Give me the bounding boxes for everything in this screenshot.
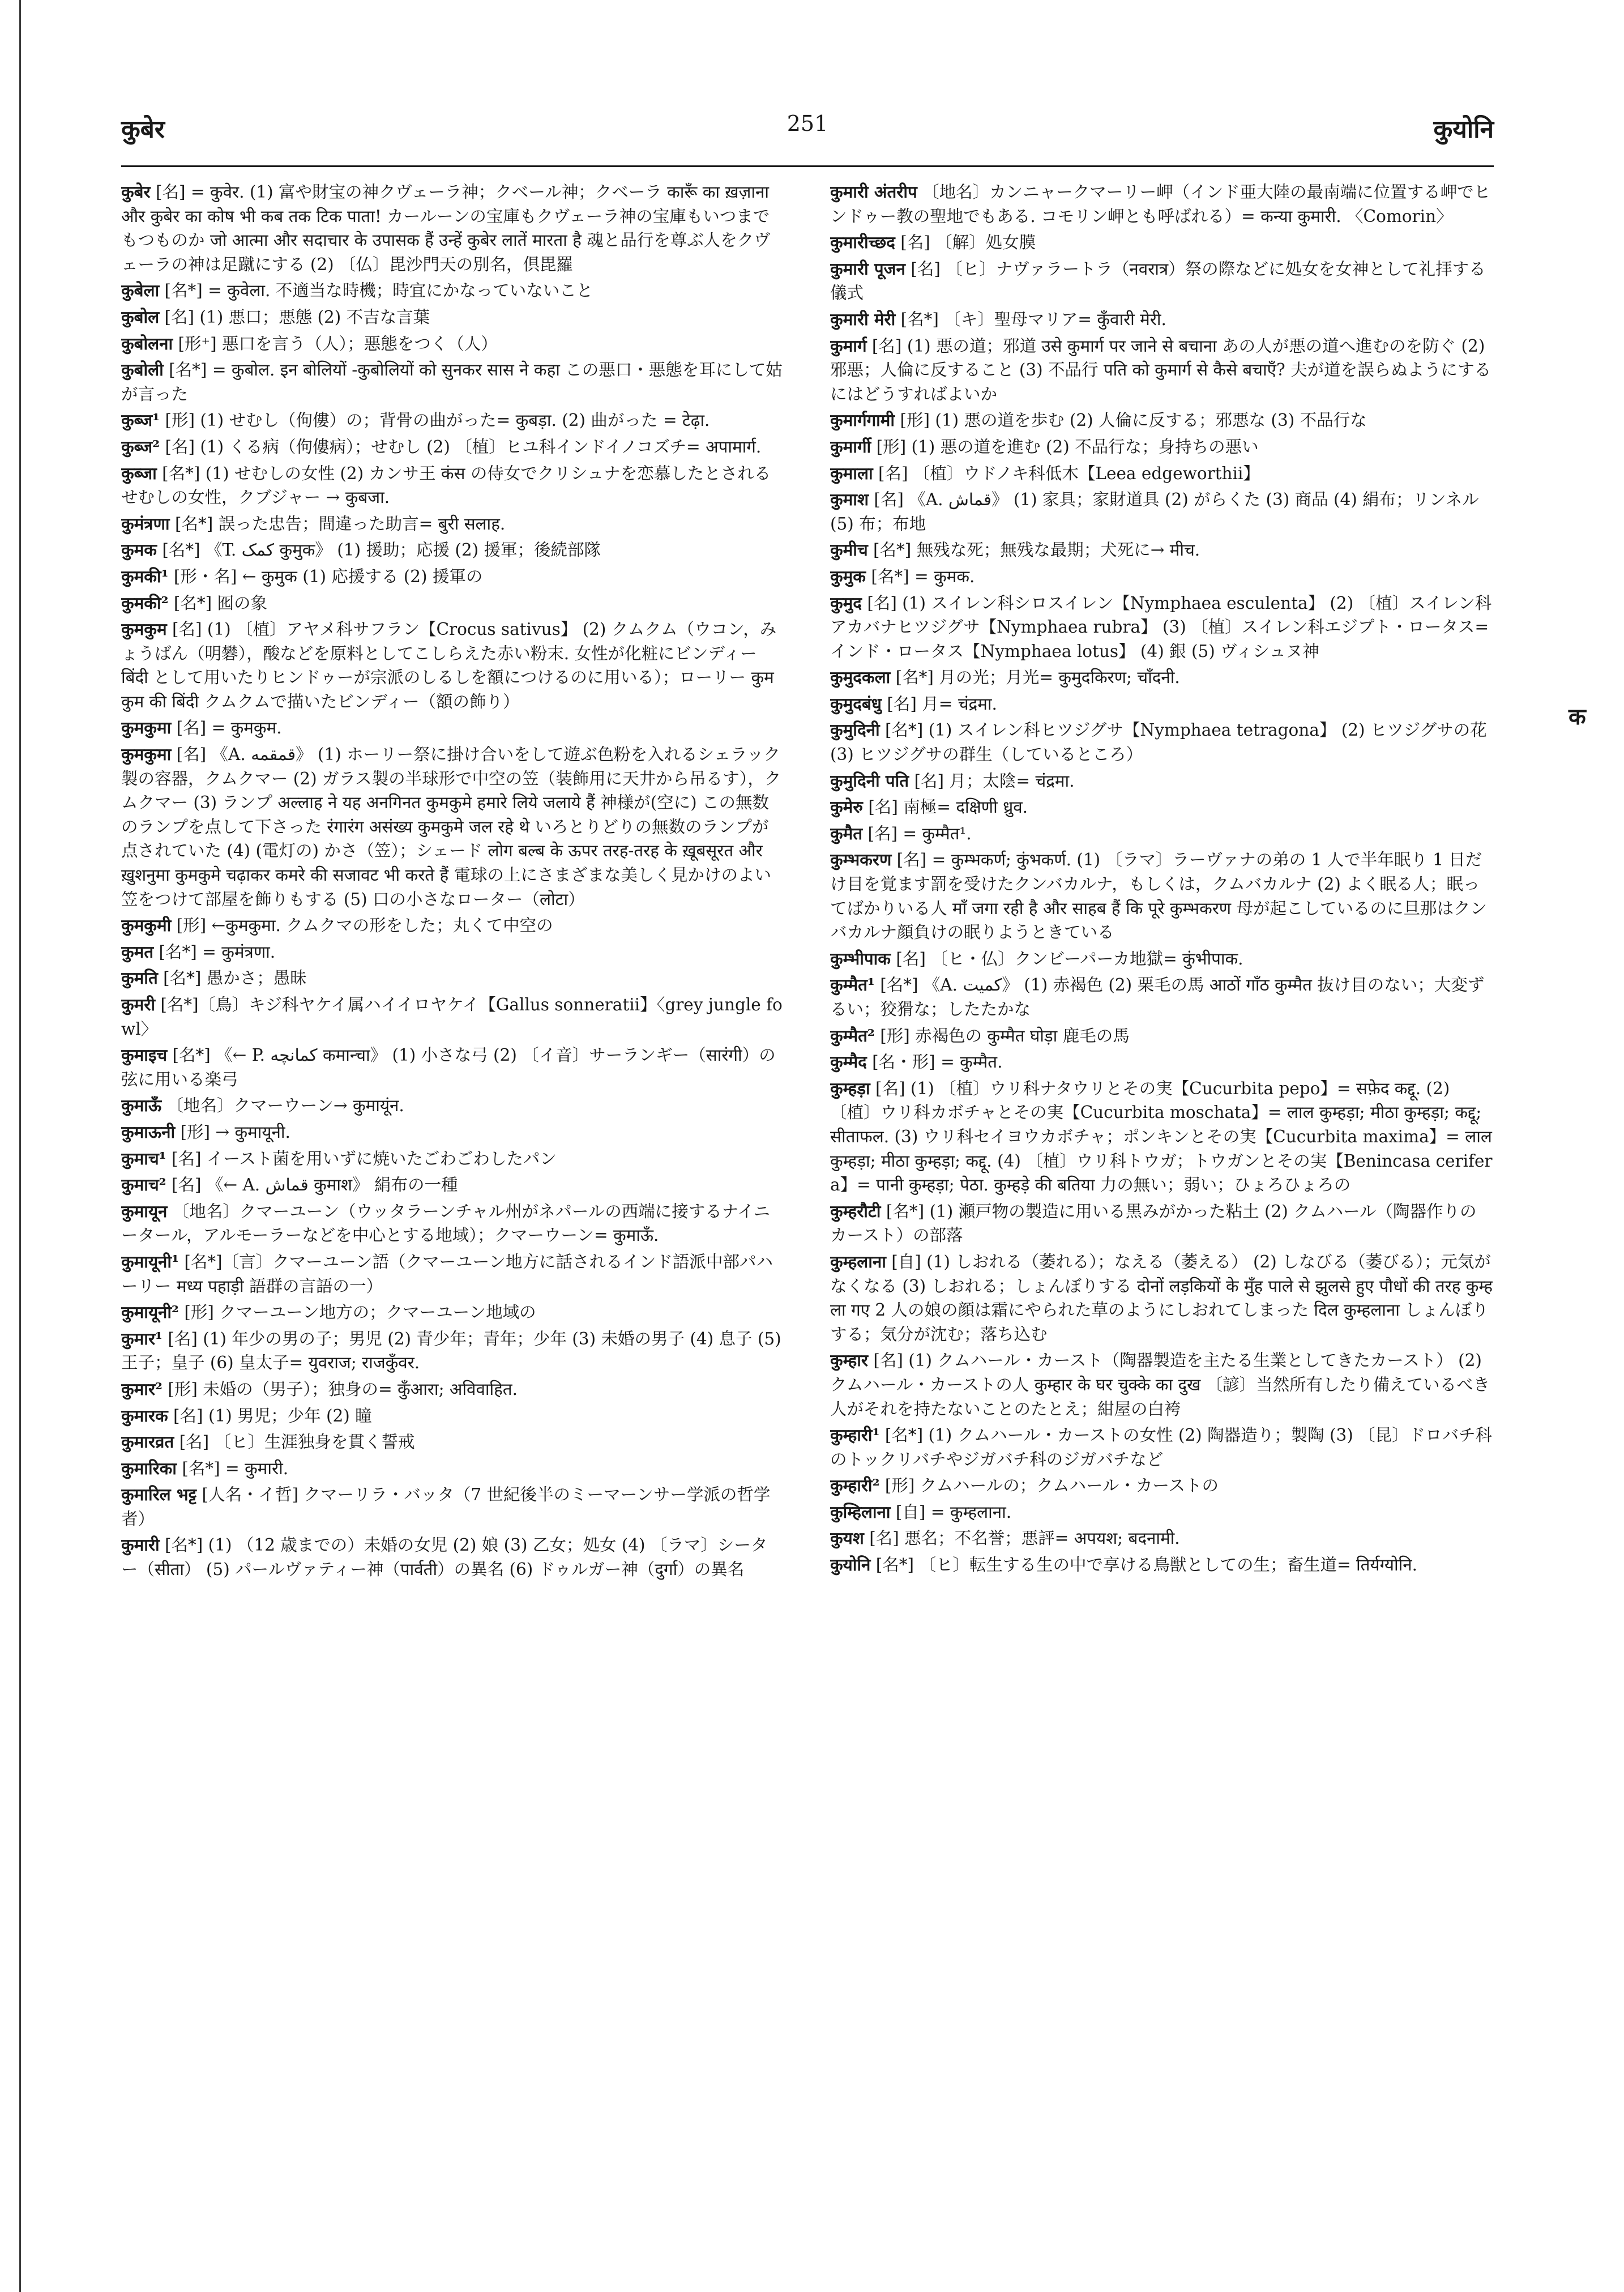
dict-entry (830, 1024, 1493, 1048)
dict-entry (121, 1430, 784, 1454)
headword: कुमायून (121, 1201, 168, 1221)
dict-entry (830, 665, 1493, 690)
headword: कुमैत (830, 823, 863, 843)
definition: [名] 南極= दक्षिणी ध्रुव. (862, 797, 1028, 817)
dict-entry (830, 488, 1493, 536)
dict-entry (121, 940, 784, 964)
headword: कुम्हारी¹ (830, 1425, 880, 1445)
headword: कुमारिका (121, 1458, 177, 1478)
headword: कुमाच² (121, 1175, 166, 1195)
definition: [名] (1) 〔植〕ウリ科ナタウリとその実【Cucurbita pepo】= सफ़ेद कद्दू. (2) 〔植〕ウリ科カボチャとその実【Cucurbita moschata】= लाल कुम्हड़ा; मीठा कुम्हड़ा; कद्दू; सीताफल. (3) ウリ科セイヨウカボチャ；ポンキンとその実【Cucurbita maxima】= लाल कुम्हड़ा; मीठा कुम्हड़ा; कद्दू. (4) 〔植〕ウリ科トウガ；トウガンとその実【Benincasa cerifera】= पानी कुम्हड़ा; पेठा. कुम्हड़े की बतिया 力の無い；弱い；ひょろひょろの (830, 1078, 1493, 1195)
definition: [名] イースト菌を用いずに焼いたごわごわしたパン (166, 1149, 557, 1168)
definition: [名] (1) 男児；少年 (2) 瞳 (168, 1406, 372, 1425)
dict-entry (121, 1094, 784, 1118)
headword: कुमारी पूजन (830, 258, 905, 279)
definition: [名*] 《T. کمک कुमुक》 (1) 援助；応援 (2) 援軍；後続部隊 (156, 540, 601, 560)
headword: कुमायूनी² (121, 1302, 179, 1322)
headword: कुमाऊँ (121, 1095, 162, 1116)
right-column (830, 180, 1493, 2247)
dict-entry (830, 692, 1493, 716)
headword: कुमत (121, 941, 154, 962)
headword: कुम्हिलाना (830, 1501, 891, 1522)
headword: कुबोलना (121, 333, 173, 353)
dict-entry (830, 1050, 1493, 1074)
definition: [自] (1) しおれる（萎れる）；なえる（萎える） (2) しなびる（萎びる）；元気がなくなる (3) しおれる；しょんぼりする दोनों लड़कियों के मुँह पाले से झुलसे हुए पौधों की तरह कुम्हला गए 2 人の娘の顔は霜にやられた草のようにしおれてしまった दिल कुम्हलाना しょんぼりする；気分が沈む；落ち込む (830, 1252, 1493, 1344)
headword: कुमारिल भट्ट (121, 1484, 197, 1505)
headword: कुमकुमा (121, 718, 172, 738)
headword: कुबोल (121, 306, 160, 327)
headword: कुमक (121, 540, 157, 560)
running-head-right: कुयोनि (1433, 115, 1494, 144)
headword: कुबेला (121, 280, 160, 301)
dict-entry (121, 617, 784, 714)
dict-entry (121, 1457, 784, 1481)
headword: कुब्ज² (121, 436, 160, 456)
dict-entry (830, 718, 1493, 766)
headword: कुमार्ग (830, 335, 867, 356)
dict-entry (121, 1377, 784, 1402)
definition: [名] = कुवेर. (1) 富や財宝の神クヴェーラ神；クベール神；クベーラ कारूँ का ख़ज़ाना और कुबेर का कोष भी कब तक टिक पाता! カールーンの宝庫もクヴェーラ神の宝庫もいつまでもつものか जो आत्मा और सदाचार के उपासक हैं उन्हें कुबेर लातें मारता है 魂と品行を尊ぶ人をクヴェーラの神は足蹴にする (2) 〔仏〕毘沙門天の別名，倶毘羅 (121, 182, 771, 274)
definition: [名] 〔ヒ〕生涯独身を貫く誓戒 (174, 1432, 415, 1452)
page-header (121, 111, 1494, 156)
dict-entry (830, 462, 1493, 486)
headword: कुमकुमा (121, 744, 172, 765)
dict-entry (830, 1250, 1493, 1346)
definition: [形] 未婚の（男子）；独身の= कुँआरा; अविवाहित. (162, 1379, 518, 1399)
dict-entry (121, 462, 784, 510)
dict-entry (121, 1250, 784, 1298)
headword: कुमुद (830, 592, 862, 613)
headword: कुमेरु (830, 797, 863, 817)
dict-entry (121, 1173, 784, 1197)
headword: कुमाला (830, 463, 873, 483)
headword: कुम्हारी² (830, 1475, 880, 1496)
headword: कुम्मैद (830, 1052, 867, 1072)
dict-entry (121, 1147, 784, 1171)
headword: कुमारीच्छद (830, 232, 895, 253)
dict-entry (121, 565, 784, 589)
page-number: 251 (787, 111, 828, 136)
headword: कुमारी अंतरीप (830, 182, 917, 202)
dict-entry (830, 180, 1493, 228)
definition: [名*] 無残な死；無残な最期；犬死に→ मीच. (867, 540, 1200, 560)
dict-entry (121, 279, 784, 303)
definition: [名*] (1) クムハール・カーストの女性 (2) 陶器造り；製陶 (3) 〔昆〕ドロバチ科のトックリバチやジガバチ科のジガバチなど (830, 1425, 1493, 1469)
definition: [名*] (1) スイレン科ヒツジグサ【Nymphaea tetragona】 (2) ヒツジグサの花 (3) ヒツジグサの群生（しているところ） (830, 720, 1487, 765)
headword: कुमार्गगामी (830, 410, 895, 430)
definition: [名*] (1) せむしの女性 (2) カンサ王 कंस の侍女でクリシュナを恋慕したとされるせむしの女性，クブジャー → कुबजा. (121, 463, 771, 507)
definition: [名*] 《A. کمیت》 (1) 赤褐色 (2) 栗毛の馬 आठों गाँठ कुम्मैत 抜け目のない；大変ずるい；狡猾な；したたかな (830, 975, 1485, 1019)
dict-entry (121, 914, 784, 938)
headword: कुम्हलाना (830, 1251, 886, 1271)
dict-entry (830, 848, 1493, 944)
headword: कुब्जा (121, 463, 157, 483)
definition: [名] (1) 年少の男の子；男児 (2) 青少年；青年；少年 (3) 未婚の男子 (4) 息子 (5) 王子；皇子 (6) 皇太子= युवराज; राजकुँवर. (121, 1329, 781, 1373)
headword: कुयश (830, 1528, 864, 1548)
definition: [名] 〔植〕ウドノキ科低木【Leea edgeworthii】 (873, 463, 1260, 483)
dict-entry (121, 1533, 784, 1581)
definition: [名] = कुम्भकर्ण; कुंभकर्ण. (1) 〔ラマ〕ラーヴァナの弟の 1 人で半年眠り 1 日だけ目を覚ます罰を受けたクンバカルナ，もしくは，クムバカルナ (2) よく眠る人；眠ってばかりいる人 माँ जगा रही है और साहब हैं कि पूरे कुम्भकरण 母が起こしているのに旦那はクンバカルナ顔負けの眠りようときている (830, 850, 1488, 942)
dict-entry (830, 538, 1493, 562)
definition: [名] 《A. قماش》 (1) 家具；家財道具 (2) がらくた (3) 商品 (4) 絹布；リンネル (5) 布；布地 (830, 490, 1479, 533)
running-head-left: कुबेर (121, 115, 165, 144)
definition: [名*] = कुमंत्रणा. (153, 942, 276, 962)
definition: [名] = कुम्मैत¹. (862, 823, 972, 843)
dict-entry (121, 1404, 784, 1428)
dict-entry (830, 231, 1493, 255)
headword: कुमरी (121, 995, 156, 1014)
headword: कुमंत्रणा (121, 513, 170, 533)
definition: [形] (1) 悪の道を進む (2) 不品行な；身持ちの悪い (871, 437, 1259, 456)
dict-entry (121, 435, 784, 459)
dict-entry (121, 332, 784, 356)
definition: [名] (1) 〔植〕アヤメ科サフラン【Crocus sativus】 (2) クムクム（ウコン，みょうばん（明礬），酸などを原料としてこしらえた赤い粉末. 女性が化粧にビンディー बिंदी として用いたりヒンドゥーが宗派のしるしを額につけるのに用いる）；ローリー कुमकुम की बिंदी クムクムで描いたビンディー（額の飾り） (121, 620, 777, 711)
margin-thumb-index: क (1569, 703, 1586, 730)
headword: कुम्भकरण (830, 850, 892, 870)
headword: कुबोली (121, 360, 164, 380)
definition: [形] クマーユーン地方の；クマーユーン地域の (178, 1303, 536, 1322)
dict-entry (121, 1327, 784, 1375)
headword: कुमीच (830, 540, 868, 560)
definition: [名*] = कुवेला. 不適当な時機；時宜にかなっていないこと (159, 281, 593, 301)
definition: [名] (1) 悪の道；邪道 उसे कुमार्ग पर जाने से बचाना あの人が悪の道へ進むのを防ぐ (2) 邪悪；人倫に反すること (3) 不品行 पति को कुमार्ग से कैसे बचाएँ? 夫が道を誤らぬようにするにはどうすればよいか (830, 336, 1491, 404)
headword: कुम्मैत¹ (830, 975, 875, 995)
dict-entry (121, 716, 784, 740)
dict-entry (830, 947, 1493, 971)
headword: कुयोनि (830, 1555, 871, 1575)
headword: कुम्हार (830, 1350, 868, 1371)
headword: कुमाऊनी (121, 1121, 176, 1142)
definition: [名] 《A. قمقمه》 (1) ホーリー祭に掛け合いをして遊ぶ色粉を入れるシェラック製の容器，クムクマー (2) ガラス製の半球形で中空の笠（装飾用に天井から吊るす），クムクマー (3) ランプ अल्लाह ने यह अनगिनत कुमकुमे हमारे लिये जलाये हैं 神様が(空に) この無数のランプを点して下さった रंगारंग असंख्य कुमकुमे जल रहे थे いろとりどりの無数のランプが点されていた (4) (電灯の) かさ（笠）；シェード लोग बल्ब के ऊपर तरह-तरह के ख़ूबसूरत और ख़ुशनुमा कुमकुमे चढ़ाकर कमरे की सजावट भी करते हैं 電球の上にさまざまな美しく見かけのよい笠をつけて部屋を飾りもする (5) 口の小さなローター（लोटा） (121, 745, 781, 909)
dict-entry (121, 408, 784, 433)
definition: [名*] 誤った忠告；間違った助言= बुरी सलाह. (169, 514, 506, 533)
dict-entry (121, 966, 784, 991)
left-column (121, 180, 784, 2247)
headword: कुमुदबंधु (830, 693, 882, 714)
dict-entry (830, 1348, 1493, 1421)
headword: कुम्मैत² (830, 1025, 875, 1045)
dict-entry (121, 358, 784, 406)
definition: [名] 〔解〕処女膜 (895, 233, 1036, 253)
headword: कुमकी¹ (121, 566, 169, 586)
definition: 〔地名〕クマーウーン→ कुमायूंन. (161, 1096, 404, 1116)
dict-entry (121, 305, 784, 330)
definition: [形] → कुमायूनी. (175, 1122, 290, 1142)
dict-entry (121, 993, 784, 1041)
dict-entry (830, 822, 1493, 846)
headword: कुमारी (121, 1535, 160, 1555)
headword: कुब्ज¹ (121, 410, 160, 430)
headword: कुमुक (830, 566, 866, 586)
headword: कुमार¹ (121, 1328, 163, 1348)
definition: [形] (1) 悪の道を歩む (2) 人倫に反する；邪悪な (3) 不品行な (895, 411, 1367, 430)
definition: [名*] = कुबोल. इन बोलियों -कुबोलियों को सुनकर सास ने कहा この悪口・悪態を耳にして姑が言った (121, 360, 783, 404)
headword: कुमकुमी (121, 915, 172, 936)
dict-entry (830, 1553, 1493, 1577)
definition: [名*]〔言〕クマーユーン語（クマーユーン地方に話されるインド語派中部パハーリー मध्य पहाड़ी 語群の言語の一） (121, 1252, 773, 1296)
definition: 〔地名〕クマーユーン（ウッタラーンチャル州がネパールの西端に接するナイニータール，アルモーラーなどを中心とする地域）；クマーウーン= कुमाऊँ. (121, 1201, 771, 1245)
definition: [名*] = कुमक. (865, 566, 975, 586)
definition: [名*] 愚かさ；愚昧 (157, 968, 307, 988)
headword: कुम्भीपाक (830, 948, 891, 968)
definition: [名] 《← A. قماش कुमाश》 絹布の一種 (166, 1175, 458, 1195)
dict-entry (830, 565, 1493, 589)
definition: [名] (1) クムハール・カースト（陶器製造を主たる生業としてきたカースト） (2) クムハール・カーストの人 कुम्हार के घर चुक्के का दुख 〔諺〕当然所有したり備えているべき人がそれを持たないことのたとえ；紺屋の白袴 (830, 1351, 1490, 1419)
definition: [形] クムハールの；クムハール・カーストの (879, 1476, 1219, 1496)
dict-entry (121, 538, 784, 562)
dict-entry (830, 1077, 1493, 1197)
dict-entry (830, 308, 1493, 332)
headword: कुमायूनी¹ (121, 1251, 179, 1271)
dict-entry (121, 512, 784, 536)
definition: [名] 〔ヒ〕ナヴァラートラ（नवरात्र）祭の際などに処女を女神として礼拝する儀式 (830, 259, 1486, 303)
dict-entry (830, 435, 1493, 459)
headword: कुमार्गी (830, 436, 871, 456)
dict-entry (830, 769, 1493, 793)
definition: [名] 月= चंद्रमा. (881, 694, 997, 714)
definition: [自] = कुम्हलाना. (890, 1502, 1012, 1522)
definition: [名] 悪名；不名誉；悪評= अपयश; बदनामी. (864, 1529, 1180, 1548)
definition: [名] (1) 悪口；悪態 (2) 不吉な言葉 (159, 307, 430, 327)
header-rule (121, 165, 1494, 167)
dict-entry (121, 1043, 784, 1091)
dict-entry (830, 591, 1493, 664)
definition: [名*] 《← P. کمانچه कमान्चा》 (1) 小さな弓 (2) 〔イ音〕サーランギー（सारंगी）の弦に用いる楽弓 (121, 1045, 776, 1089)
dict-entry (121, 1200, 784, 1248)
dict-entry (121, 1120, 784, 1145)
definition: [名] 〔ヒ・仏〕クンビーパーカ地獄= कुंभीपाक. (890, 949, 1243, 968)
dict-entry (830, 257, 1493, 305)
definition: [人名・イ哲] クマーリラ・バッタ（7 世紀後半のミーマーンサー学派の哲学者） (121, 1485, 771, 1529)
headword: कुम्हरौटी (830, 1201, 881, 1221)
definition: [名] (1) くる病（佝僂病）；せむし (2) 〔植〕ヒユ科インドイノコズチ= अपामार्ग. (160, 437, 762, 456)
definition: [名*] (1) （12 歳までの）未婚の女児 (2) 娘 (3) 乙女；処女 (4) 〔ラマ〕シーター（सीता） (5) パールヴァティー神（पार्वती）の異名 (6) ドゥルガー神（दुर्गा）の異名 (121, 1535, 768, 1580)
definition: [形] 赤褐色の कुम्मैत घोड़ा 鹿毛の馬 (874, 1026, 1130, 1045)
headword: कुमाश (830, 489, 869, 510)
definition: [形] ←कुमकुमा. クムクマの形をした；丸くて中空の (171, 916, 553, 936)
headword: कुमारव्रत (121, 1432, 174, 1452)
definition: [名*] 〔キ〕聖母マリア= कुँवारी मेरी. (895, 309, 1166, 329)
definition: [名] (1) スイレン科シロスイレン【Nymphaea esculenta】 (2) 〔植〕スイレン科アカバナヒツジグサ【Nymphaea rubra】 (3) 〔植〕スイレン科エジプト・ロータス=インド・ロータス【Nymphaea lotus】 (4) 銀 (5) ヴィシュヌ神 (830, 593, 1492, 661)
definition: [名*] = कुमारी. (176, 1458, 289, 1478)
dict-entry (830, 1423, 1493, 1471)
definition: [名*] 〔ヒ〕転生する生の中で享ける鳥獣としての生；畜生道= तिर्यग्योनि. (870, 1555, 1418, 1575)
headword: कुमुदिनी पति (830, 770, 909, 791)
dict-entry (830, 334, 1493, 407)
definition: 〔地名〕カンニャークマーリー岬（インド亜大陸の最南端に位置する岬でヒンドゥー教の聖地でもある. コモリン岬とも呼ばれる）= कन्या कुमारी. 〈Comorin〉 (830, 182, 1491, 226)
scan-edge-line (19, 0, 21, 2292)
dict-entry (830, 1526, 1493, 1551)
definition: [名・形] = कुम्मैत. (866, 1052, 1003, 1072)
definition: [名*] 月の光；月光= कुमुदकिरण; चाँदनी. (890, 668, 1180, 688)
definition: [名*] 囮の象 (168, 593, 268, 613)
dict-entry (121, 591, 784, 616)
headword: कुमारक (121, 1405, 168, 1425)
headword: कुमकुम (121, 619, 167, 639)
headword: कुमुदिनी (830, 720, 880, 740)
headword: कुमति (121, 968, 158, 988)
definition: [名] = कुमकुम. (171, 718, 282, 738)
headword: कुमाइच (121, 1045, 168, 1065)
definition: [形⁺] 悪口を言う（人）；悪態をつく（人） (173, 334, 498, 353)
definition: [名] 月；太陰= चंद्रमा. (909, 771, 1075, 791)
definition: [名*]〔鳥〕キジ科ヤケイ属ハイイロヤケイ【Gallus sonneratii】〈grey jungle fowl〉 (121, 995, 783, 1039)
dict-entry (121, 1483, 784, 1531)
headword: कुमुदकला (830, 667, 891, 688)
dict-entry (121, 742, 784, 911)
headword: कुम्हड़ा (830, 1078, 870, 1098)
dict-entry (121, 1300, 784, 1325)
dict-entry (830, 408, 1493, 433)
dict-entry (830, 1500, 1493, 1525)
dict-entry (830, 1200, 1493, 1248)
definition: [形・名] ← कुमुक (1) 応援する (2) 援軍の (168, 566, 483, 586)
dict-entry (830, 973, 1493, 1021)
headword: कुमार² (121, 1378, 163, 1399)
headword: कुबेर (121, 182, 151, 202)
headword: कुमाच¹ (121, 1148, 166, 1168)
dict-entry (830, 1474, 1493, 1498)
headword: कुमकी² (121, 592, 169, 613)
definition: [名*] (1) 瀬戸物の製造に用いる黒みがかった粘土 (2) クムハール（陶器作りのカースト）の部落 (830, 1201, 1477, 1245)
dict-entry (830, 795, 1493, 820)
definition: [形] (1) せむし（佝僂）の；背骨の曲がった= कुबड़ा. (2) 曲がった = टेढ़ा. (160, 411, 710, 430)
headword: कुमारी मेरी (830, 309, 896, 329)
dict-entry (121, 180, 784, 276)
